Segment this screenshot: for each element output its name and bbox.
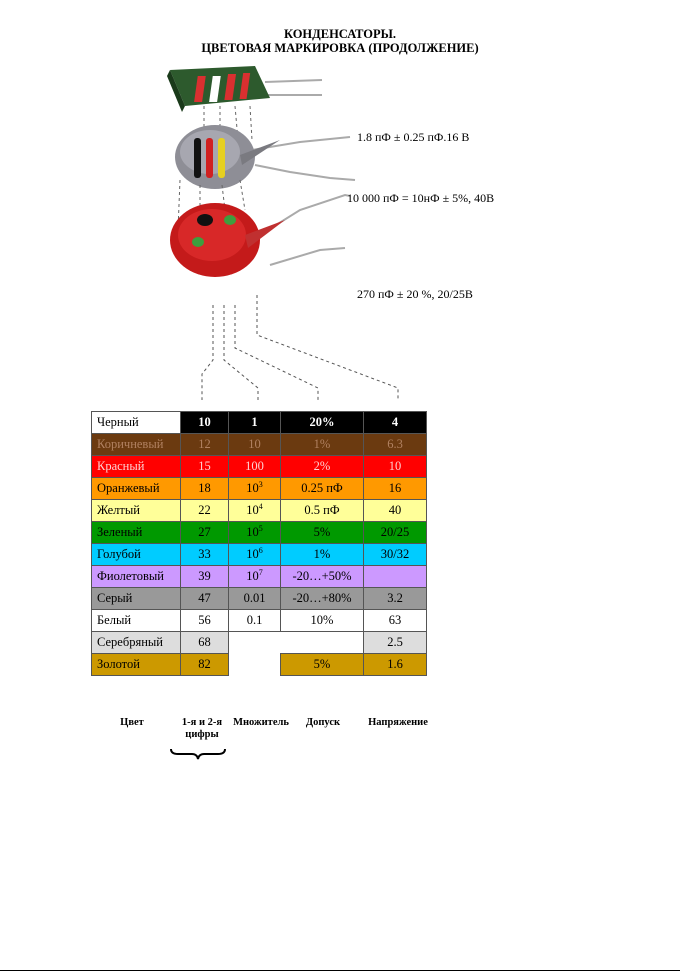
multiplier-base: 10 bbox=[246, 503, 259, 517]
multiplier-cell bbox=[229, 412, 281, 434]
table-row bbox=[92, 588, 427, 610]
empty-cell bbox=[281, 632, 364, 654]
voltage-cell: 20/25 bbox=[364, 522, 427, 544]
color-name-cell: Зеленый bbox=[92, 522, 181, 544]
color-name-cell: Оранжевый bbox=[92, 478, 181, 500]
column-label-tolerance: Допуск bbox=[305, 717, 341, 728]
multiplier-cell bbox=[229, 478, 281, 500]
color-name-cell: Золотой bbox=[92, 654, 181, 676]
voltage-cell: 4 bbox=[364, 412, 427, 434]
digits-cell: 10 bbox=[181, 412, 229, 434]
digits-cell: 18 bbox=[181, 478, 229, 500]
color-name-cell: Черный bbox=[92, 412, 181, 434]
multiplier-base: 10 bbox=[248, 437, 261, 451]
digits-cell: 33 bbox=[181, 544, 229, 566]
column-label-digits: 1-я и 2-я цифры bbox=[181, 717, 223, 740]
table-row bbox=[92, 632, 427, 654]
tolerance-cell: 2% bbox=[281, 456, 364, 478]
multiplier-exponent: 3 bbox=[258, 479, 263, 489]
tolerance-cell: 0.5 пФ bbox=[281, 500, 364, 522]
voltage-cell: 30/32 bbox=[364, 544, 427, 566]
table-row bbox=[92, 566, 427, 588]
color-code-table bbox=[91, 411, 427, 676]
bottom-rule bbox=[0, 970, 680, 971]
tolerance-cell: 10% bbox=[281, 610, 364, 632]
tolerance-cell: 1% bbox=[281, 544, 364, 566]
voltage-cell: 2.5 bbox=[364, 632, 427, 654]
tolerance-cell: 5% bbox=[281, 522, 364, 544]
digits-cell: 47 bbox=[181, 588, 229, 610]
table-row bbox=[92, 478, 427, 500]
capacitor-illustration bbox=[160, 60, 560, 400]
multiplier-exponent: 7 bbox=[258, 567, 263, 577]
tolerance-cell: 5% bbox=[281, 654, 364, 676]
multiplier-cell bbox=[229, 456, 281, 478]
multiplier-cell bbox=[229, 544, 281, 566]
multiplier-cell bbox=[229, 434, 281, 456]
multiplier-base: 1 bbox=[251, 415, 258, 429]
table-row bbox=[92, 544, 427, 566]
voltage-cell: 1.6 bbox=[364, 654, 427, 676]
multiplier-base: 10 bbox=[246, 481, 259, 495]
empty-cell bbox=[229, 632, 281, 654]
color-name-cell: Красный bbox=[92, 456, 181, 478]
voltage-cell: 6.3 bbox=[364, 434, 427, 456]
color-name-cell: Серебряный bbox=[92, 632, 181, 654]
tolerance-cell: 20% bbox=[281, 412, 364, 434]
digits-cell: 68 bbox=[181, 632, 229, 654]
tolerance-cell: 1% bbox=[281, 434, 364, 456]
red-disc-capacitor bbox=[170, 203, 285, 277]
table-row bbox=[92, 434, 427, 456]
column-label-multiplier: Множитель bbox=[233, 717, 289, 728]
multiplier-cell bbox=[229, 610, 281, 632]
annotation-rect-capacitor: 270 пФ ± 20 %, 20/25В bbox=[357, 287, 473, 301]
digits-cell: 22 bbox=[181, 500, 229, 522]
multiplier-cell bbox=[229, 588, 281, 610]
tolerance-cell: -20…+50% bbox=[281, 566, 364, 588]
multiplier-exponent: 4 bbox=[258, 501, 263, 511]
voltage-cell: 40 bbox=[364, 500, 427, 522]
table-row bbox=[92, 654, 427, 676]
multiplier-cell bbox=[229, 566, 281, 588]
multiplier-base: 0.01 bbox=[243, 591, 266, 605]
multiplier-base: 10 bbox=[246, 547, 259, 561]
page-subtitle: ЦВЕТОВАЯ МАРКИРОВКА (ПРОДОЛЖЕНИЕ) bbox=[201, 41, 479, 55]
multiplier-cell bbox=[229, 522, 281, 544]
table-row bbox=[92, 456, 427, 478]
digits-cell: 82 bbox=[181, 654, 229, 676]
multiplier-cell bbox=[229, 500, 281, 522]
digits-cell: 12 bbox=[181, 434, 229, 456]
multiplier-base: 10 bbox=[246, 569, 259, 583]
digits-cell: 39 bbox=[181, 566, 229, 588]
rect-capacitor bbox=[167, 66, 270, 112]
color-name-cell: Желтый bbox=[92, 500, 181, 522]
curly-brace-icon bbox=[170, 748, 226, 760]
color-name-cell: Коричневый bbox=[92, 434, 181, 456]
multiplier-base: 0.1 bbox=[246, 613, 263, 627]
page-title: КОНДЕНСАТОРЫ. bbox=[283, 27, 397, 41]
annotation-grey-capacitor: 1.8 пФ ± 0.25 пФ.16 В bbox=[357, 130, 470, 144]
multiplier-base: 100 bbox=[245, 459, 264, 473]
voltage-cell bbox=[364, 566, 427, 588]
multiplier-exponent: 5 bbox=[258, 523, 263, 533]
voltage-cell: 3.2 bbox=[364, 588, 427, 610]
tolerance-cell: -20…+80% bbox=[281, 588, 364, 610]
digits-cell: 15 bbox=[181, 456, 229, 478]
voltage-cell: 63 bbox=[364, 610, 427, 632]
grey-disc-capacitor bbox=[175, 125, 280, 189]
voltage-cell: 16 bbox=[364, 478, 427, 500]
column-label-color: Цвет bbox=[120, 717, 144, 728]
digits-cell: 27 bbox=[181, 522, 229, 544]
multiplier-exponent: 6 bbox=[258, 545, 263, 555]
empty-cell bbox=[229, 654, 281, 676]
color-name-cell: Голубой bbox=[92, 544, 181, 566]
column-label-voltage: Напряжение bbox=[368, 717, 428, 728]
color-name-cell: Серый bbox=[92, 588, 181, 610]
table-row bbox=[92, 412, 427, 434]
digits-cell: 56 bbox=[181, 610, 229, 632]
color-name-cell: Фиолетовый bbox=[92, 566, 181, 588]
table-row bbox=[92, 610, 427, 632]
table-row bbox=[92, 522, 427, 544]
annotation-red-capacitor: 10 000 пФ = 10нФ ± 5%, 40В bbox=[347, 191, 495, 205]
multiplier-base: 10 bbox=[246, 525, 259, 539]
voltage-cell: 10 bbox=[364, 456, 427, 478]
color-name-cell: Белый bbox=[92, 610, 181, 632]
tolerance-cell: 0.25 пФ bbox=[281, 478, 364, 500]
table-row bbox=[92, 500, 427, 522]
